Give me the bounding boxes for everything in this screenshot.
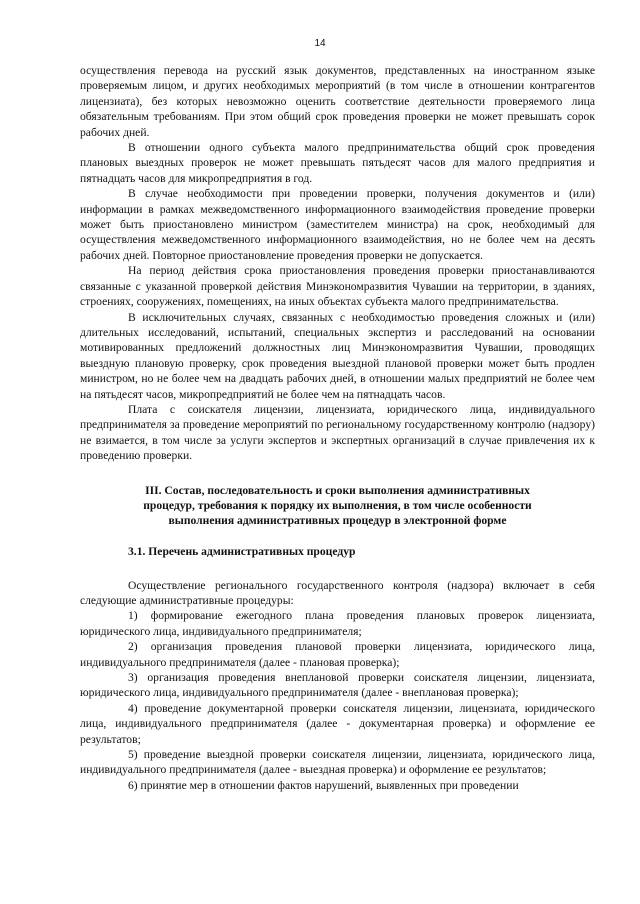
- section-title-line: процедур, требования к порядку их выполнения, в том числе особенности: [143, 498, 532, 512]
- procedure-item: 4) проведение документарной проверки соискателя лицензии, лицензиата, юридического лица, индивидуального предпринимателя (далее - документарная проверка) и оформление ее результатов;: [80, 701, 595, 746]
- procedure-item: 6) принятие мер в отношении фактов нарушений, выявленных при проведении: [128, 778, 519, 792]
- procedure-item: 1) формирование ежегодного плана проведения плановых проверок лицензиата, юридического лица, индивидуального предпринимателя;: [80, 609, 595, 638]
- paragraph-continuation: осуществления перевода на русский язык документов, представленных на иностранном языке проверяемым лицом, и других необходимых мероприятий (в том числе в отношении контрагентов лицензиата), без которых невозможно оценить соответствие деятельности проверяемого лица обязательным требованиям. При этом общий срок проведения проверки не может превышать сорок рабочих дней.: [80, 64, 595, 139]
- section-title-line: выполнения административных процедур в электронной форме: [168, 513, 507, 527]
- paragraph: В отношении одного субъекта малого предпринимательства общий срок проведения плановых выездных проверок не может превышать пятьдесят часов для малого предприятия и пятнадцать часов для микропредприятия в год.: [80, 141, 595, 185]
- procedure-intro: Осуществление регионального государственного контроля (надзора) включает в себя следующие административные процедуры:: [80, 578, 595, 607]
- page-content: [80, 63, 595, 793]
- procedure-item: 3) организация проведения внеплановой проверки соискателя лицензии, лицензиата, юридического лица, индивидуального предпринимателя (далее - внеплановая проверка);: [80, 671, 595, 700]
- page-number: 14: [314, 38, 326, 49]
- section-title: [80, 483, 595, 529]
- subsection-title: 3.1. Перечень административных процедур: [128, 545, 356, 559]
- section-title-line: III. Состав, последовательность и сроки выполнения административных: [145, 483, 530, 497]
- paragraph: В исключительных случаях, связанных с необходимостью проведения сложных и (или) длительных исследований, испытаний, специальных экспертиз и расследований на основании мотивированных предложений должностных лиц Минэкономразвития Чувашии, проводящих выездную плановую проверку, срок проведения выездной плановой проверки может быть продлен министром, но не более чем на двадцать рабочих дней, в отношении малых предприятий не более чем на пятьдесят часов, микропредприятий не более чем на пятнадцать часов.: [80, 310, 595, 401]
- procedure-item: 5) проведение выездной проверки соискателя лицензии, лицензиата, юридического лица, индивидуального предпринимателя (далее - выездная проверка) и оформление ее результатов;: [80, 748, 595, 777]
- paragraph: На период действия срока приостановления проведения проверки приостанавливаются связанные с указанной проверкой действия Минэкономразвития Чувашии на территории, в зданиях, строениях, сооружениях, помещениях, на иных объектах субъекта малого предпринимательства.: [80, 264, 595, 309]
- paragraph: В случае необходимости при проведении проверки, получения документов и (или) информации в рамках межведомственного информационного взаимодействия проведение проверки может быть приостановлено министром (заместителем министра) на срок, необходимый для осуществления межведомственного информационного взаимодействия, но не более чем на десять рабочих дней. Повторное приостановление проведения проверки не допускается.: [80, 187, 595, 262]
- paragraph: Плата с соискателя лицензии, лицензиата, юридического лица, индивидуального предпринимателя за проведение мероприятий по региональному государственному контролю (надзору) не взимается, в том числе за услуги экспертов и экспертных организаций в случае привлечения их к проведению проверки.: [80, 402, 595, 463]
- procedure-item: 2) организация проведения плановой проверки лицензиата, юридического лица, индивидуального предпринимателя (далее - плановая проверка);: [80, 640, 595, 669]
